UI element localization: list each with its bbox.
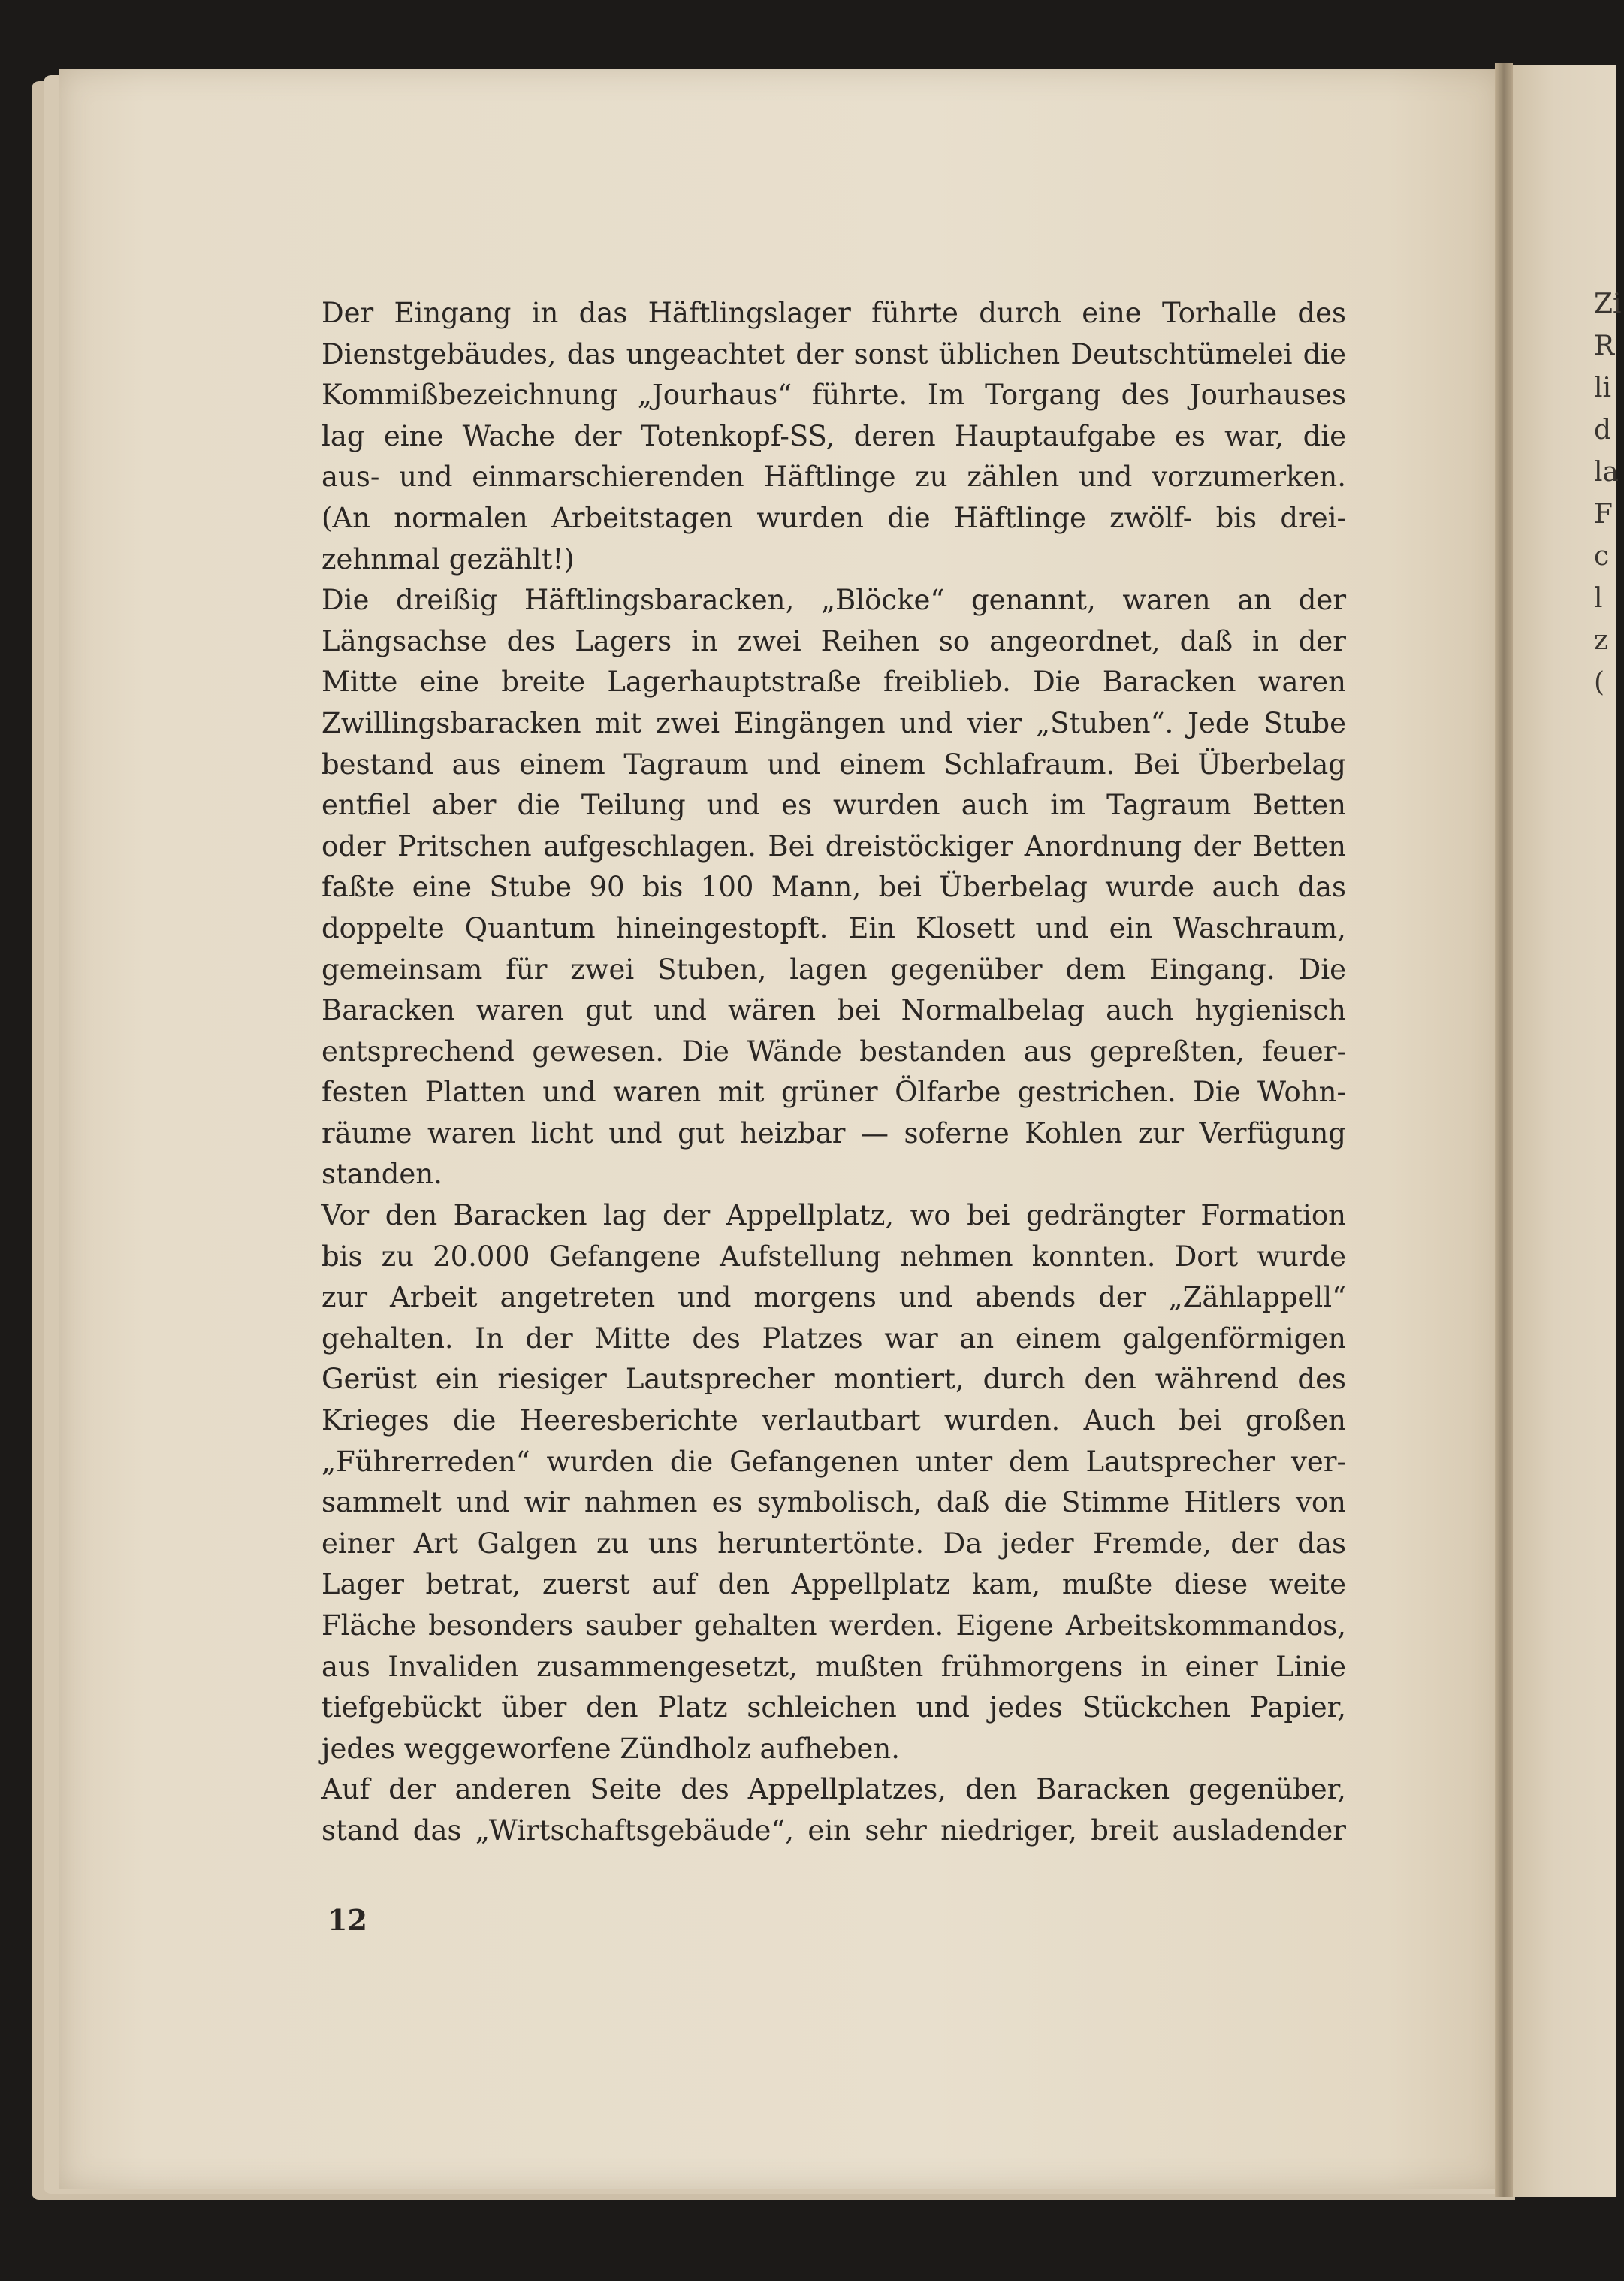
paragraph [321,293,1346,580]
paragraph [321,1195,1346,1769]
facing-page-letter: ( [1594,667,1605,698]
text-line: räume waren licht und gut heizbar — soferne Kohlen zur Verfügung [321,1116,1346,1150]
text-line: Die dreißig Häftlingsbaracken, „Blöcke“ genannt, waren an der [321,584,1346,617]
text-line: Zwillingsbaracken mit zwei Eingängen und vier „Stuben“. Jede Stube [321,706,1346,739]
text-line: bestand aus einem Tagraum und einem Schlafraum. Bei Überbelag [321,748,1346,781]
text-line: Lager betrat, zuerst auf den Appellplatz kam, mußte diese weite [321,1568,1346,1601]
text-line: zehnmal gezählt!) [321,542,575,576]
facing-page-letter: c [1594,541,1610,572]
text-line: aus- und einmarschierenden Häftlinge zu zählen und vorzumerken. [321,461,1346,494]
facing-page-letter: la [1594,457,1619,488]
text-line: Krieges die Heeresberichte verlautbart wurden. Auch bei großen [321,1404,1346,1437]
text-line: Der Eingang in das Häftlingslager führte durch eine Torhalle des [321,297,1346,329]
page-number: 12 [328,1903,367,1937]
text-line: festen Platten und waren mit grüner Ölfarbe gestrichen. Die Wohn- [321,1076,1346,1109]
text-line: „Führerreden“ wurden die Gefangenen unter dem Lautsprecher ver- [321,1445,1346,1478]
text-line: Kommißbezeichnung „Jourhaus“ führte. Im Torgang des Jourhauses [321,379,1346,412]
text-line: gemeinsam für zwei Stuben, lagen gegenüber dem Eingang. Die [321,953,1346,986]
facing-page-letter: R [1594,331,1615,361]
text-line: faßte eine Stube 90 bis 100 Mann, bei Überbelag wurde auch das [321,871,1346,904]
page-body-text [321,293,1346,1852]
text-line: lag eine Wache der Totenkopf-SS, deren Hauptaufgabe es war, die [321,419,1346,452]
text-line: bis zu 20.000 Gefangene Aufstellung nehmen konnten. Dort wurde [321,1240,1346,1273]
text-line: Mitte eine breite Lagerhauptstraße freiblieb. Die Baracken waren [321,666,1346,699]
paragraph [321,580,1346,1195]
text-line: sammelt und wir nahmen es symbolisch, daß die Stimme Hitlers von [321,1486,1346,1519]
facing-page-letter: l [1594,583,1603,614]
text-line: einer Art Galgen zu uns heruntertönte. Da jeder Fremde, der das [321,1527,1346,1560]
text-line: oder Pritschen aufgeschlagen. Bei dreistöckiger Anordnung der Betten [321,829,1346,863]
text-line: gehalten. In der Mitte des Platzes war an einem galgenförmigen [321,1322,1346,1355]
facing-page-letter: Zi [1594,289,1622,319]
text-line: entsprechend gewesen. Die Wände bestanden aus gepreßten, feuer- [321,1035,1346,1068]
text-line: Vor den Baracken lag der Appellplatz, wo bei gedrängter Formation [321,1199,1346,1232]
text-line: Gerüst ein riesiger Lautsprecher montiert, durch den während des [321,1363,1346,1396]
text-line: stand das „Wirtschaftsgebäude“, ein sehr niedriger, breit ausladender [321,1814,1346,1847]
text-line: doppelte Quantum hineingestopft. Ein Klosett und ein Waschraum, [321,911,1346,944]
paragraph [321,1769,1346,1851]
text-line: Längsachse des Lagers in zwei Reihen so angeordnet, daß in der [321,624,1346,657]
text-line: (An normalen Arbeitstagen wurden die Häftlinge zwölf- bis drei- [321,501,1346,534]
facing-page-letter: z [1594,625,1608,656]
text-line: tiefgebückt über den Platz schleichen und jedes Stückchen Papier, [321,1691,1346,1724]
facing-page-letter: d [1594,415,1612,446]
text-line: Dienstgebäudes, das ungeachtet der sonst üblichen Deutschtümelei die [321,337,1346,370]
text-line: aus Invaliden zusammengesetzt, mußten frühmorgens in einer Linie [321,1650,1346,1683]
text-line: Baracken waren gut und wären bei Normalbelag auch hygienisch [321,994,1346,1027]
book-spine [1495,63,1513,2197]
facing-page-letter: li [1594,373,1612,403]
text-line: zur Arbeit angetreten und morgens und abends der „Zählappell“ [321,1281,1346,1314]
facing-page-letter: F [1594,499,1613,530]
text-line: entfiel aber die Teilung und es wurden auch im Tagraum Betten [321,789,1346,822]
text-line: standen. [321,1158,442,1191]
text-line: Auf der anderen Seite des Appellplatzes, den Baracken gegenüber, [321,1773,1346,1806]
text-line: Fläche besonders sauber gehalten werden. Eigene Arbeitskommandos, [321,1609,1346,1642]
text-line: jedes weggeworfene Zündholz aufheben. [321,1732,900,1765]
